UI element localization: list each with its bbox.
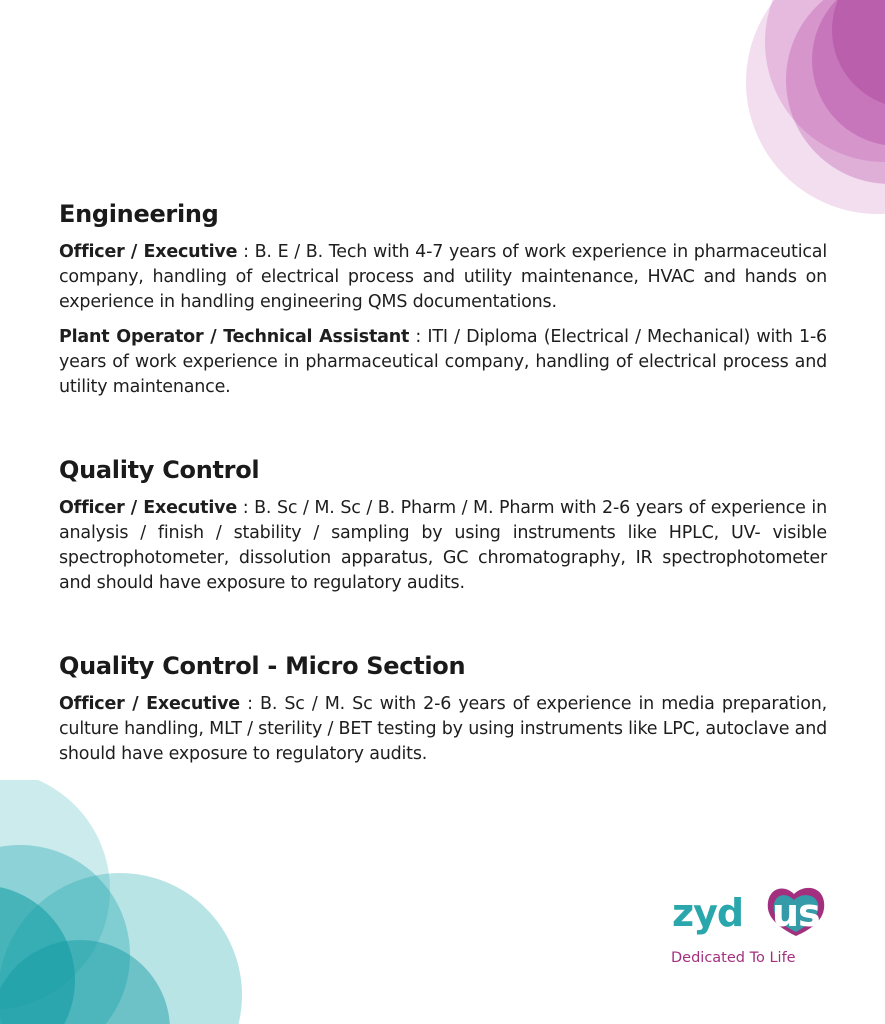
job-role: Officer / Executive	[59, 694, 240, 714]
job-entry	[59, 240, 827, 315]
section-quality-control-micro	[59, 650, 827, 767]
section-quality-control	[59, 454, 827, 596]
job-description: : ITI / Diploma (Electrical / Mechanical) with 1-6 years of work experience in pharmaceutical company, handling of electrical process and utility maintenance.	[59, 327, 827, 397]
section-engineering	[59, 198, 827, 400]
zydus-logo	[670, 878, 830, 973]
decorative-circles-top	[640, 0, 885, 220]
job-listings	[59, 198, 827, 821]
job-description: : B. Sc / M. Sc / B. Pharm / M. Pharm with 2-6 years of experience in analysis / finish / stability / sampling by using instruments like HPLC, UV- visible spectrophotometer, dissolution apparatus, GC chromatography, IR spectrophotometer and should have exposure to regulatory audits.	[59, 498, 827, 593]
section-title: Quality Control	[59, 456, 260, 484]
logo-wordmark-prefix: zyd	[672, 891, 744, 935]
job-description: : B. Sc / M. Sc with 2-6 years of experience in media preparation, culture handling, MLT / sterility / BET testing by using instruments like LPC, autoclave and should have exposure to regulatory audits.	[59, 694, 827, 764]
job-description: : B. E / B. Tech with 4-7 years of work experience in pharmaceutical company, handling of electrical process and utility maintenance, HVAC and hands on experience in handling engineering QMS documentations.	[59, 242, 827, 312]
job-entry	[59, 496, 827, 596]
job-role: Plant Operator / Technical Assistant	[59, 327, 410, 347]
job-role: Officer / Executive	[59, 242, 238, 262]
logo-wordmark-suffix: us	[772, 891, 820, 935]
section-title: Quality Control - Micro Section	[59, 652, 466, 680]
job-entry	[59, 325, 827, 400]
job-entry	[59, 692, 827, 767]
section-title: Engineering	[59, 200, 219, 228]
job-role: Officer / Executive	[59, 498, 238, 518]
logo-tagline: Dedicated To Life	[671, 950, 796, 966]
